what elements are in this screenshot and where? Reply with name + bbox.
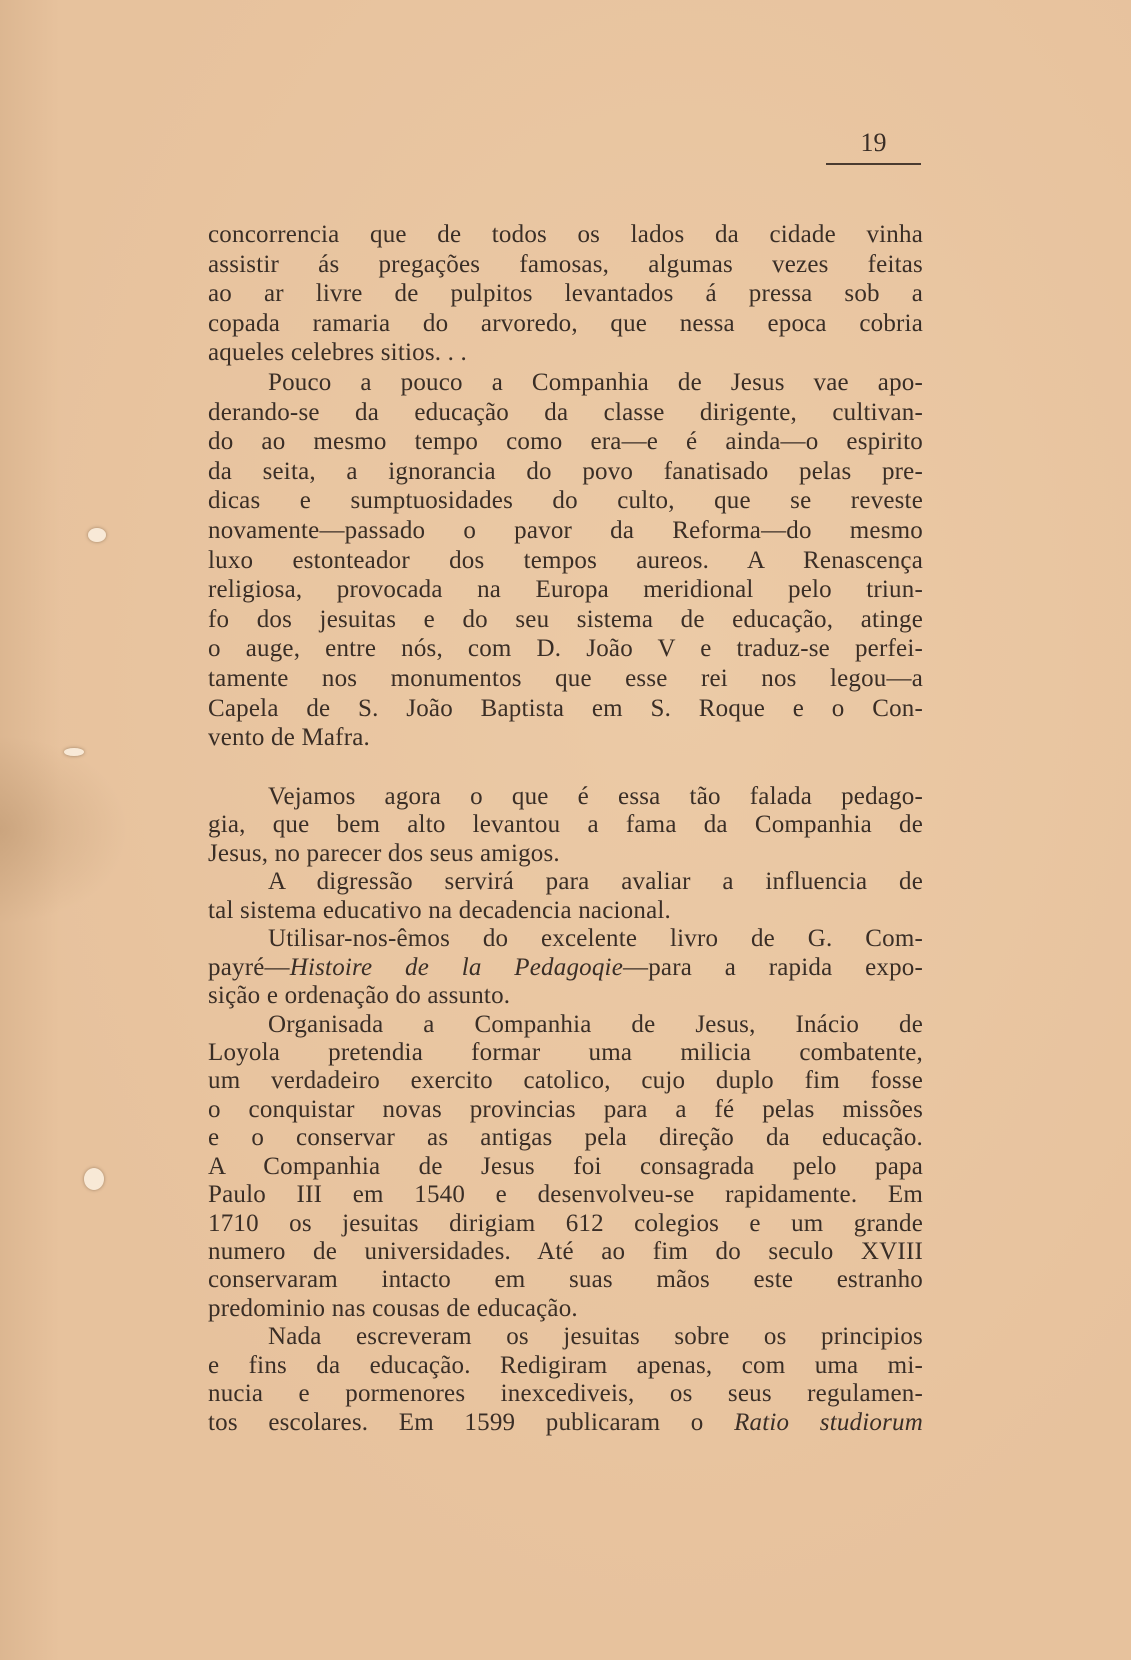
- text-segment: Nada escreveram os jesuitas sobre os principios: [268, 1323, 923, 1351]
- text-line: [208, 1409, 923, 1437]
- text-line: [208, 897, 923, 925]
- text-line: [208, 1011, 923, 1039]
- text-segment: Capela de S. João Baptista em S. Roque e o Con-: [208, 694, 923, 722]
- text-segment: Organisada a Companhia de Jesus, Inácio de: [268, 1010, 923, 1038]
- text-line: [208, 575, 923, 605]
- text-line: [208, 1181, 923, 1209]
- text-block-1: [208, 220, 923, 753]
- text-segment: Jesus, no parecer dos seus amigos.: [208, 839, 560, 867]
- text-line: [208, 840, 923, 868]
- text-segment: fo dos jesuitas e do seu sistema de educação, atinge: [208, 605, 923, 633]
- text-segment: 1710 os jesuitas dirigiam 612 colegios e um grande: [208, 1209, 923, 1237]
- text-segment: novamente—passado o pavor da Reforma—do mesmo: [208, 516, 923, 544]
- text-line: [208, 1124, 923, 1152]
- text-line: [208, 1380, 923, 1408]
- text-line: [208, 309, 923, 339]
- text-line: [208, 1266, 923, 1294]
- text-block-2: [208, 783, 923, 1437]
- text-line: [208, 279, 923, 309]
- text-segment: sição e ordenação do assunto.: [208, 982, 511, 1010]
- text-segment: Paulo III em 1540 e desenvolveu-se rapidamente. Em: [208, 1181, 923, 1209]
- page-number-rule: [826, 163, 921, 165]
- text-line: [208, 982, 923, 1010]
- text-line: [208, 1352, 923, 1380]
- text-line: [208, 486, 923, 516]
- text-segment: conservaram intacto em suas mãos este estranho: [208, 1266, 923, 1294]
- text-segment: tamente nos monumentos que esse rei nos legou—a: [208, 664, 923, 692]
- text-segment: o conquistar novas provincias para a fé pelas missões: [208, 1095, 923, 1123]
- binding-hole-mark: [64, 748, 84, 756]
- text-segment: e o conservar as antigas pela direção da educação.: [208, 1124, 923, 1152]
- text-segment: luxo estonteador dos tempos aureos. A Renascença: [208, 546, 923, 574]
- text-line: [208, 250, 923, 280]
- text-line: [208, 1238, 923, 1266]
- text-line: [208, 664, 923, 694]
- text-segment: nucia e pormenores inexcediveis, os seus regulamen-: [208, 1380, 923, 1408]
- text-line: [208, 1039, 923, 1067]
- text-segment: assistir ás pregações famosas, algumas vezes feitas: [208, 250, 923, 278]
- text-line: [208, 811, 923, 839]
- text-line: [208, 398, 923, 428]
- text-segment: predominio nas cousas de educação.: [208, 1294, 578, 1322]
- text-segment: derando-se da educação da classe dirigente, cultivan-: [208, 398, 923, 426]
- text-line: [208, 546, 923, 576]
- text-segment: da seita, a ignorancia do povo fanatisado pelas pre-: [208, 457, 923, 485]
- text-segment: Utilisar-nos-êmos do excelente livro de G. Com-: [268, 925, 923, 953]
- text-line: [208, 954, 923, 982]
- text-line: [208, 457, 923, 487]
- text-line: [208, 1067, 923, 1095]
- italic-title: Ratio studiorum: [734, 1408, 923, 1436]
- text-segment: —para a rapida expo-: [623, 953, 923, 981]
- italic-title: Histoire de la Pedagoqie: [289, 953, 623, 981]
- text-segment: gia, que bem alto levantou a fama da Companhia de: [208, 811, 923, 839]
- text-segment: Vejamos agora o que é essa tão falada pedago-: [268, 783, 923, 810]
- binding-hole-mark: [84, 1168, 104, 1190]
- text-segment: dicas e sumptuosidades do culto, que se reveste: [208, 487, 923, 515]
- text-line: [208, 516, 923, 546]
- text-segment: concorrencia que de todos os lados da cidade vinha: [208, 221, 923, 248]
- text-line: [208, 634, 923, 664]
- text-line: [208, 1323, 923, 1351]
- text-segment: tos escolares. Em 1599 publicaram o: [208, 1408, 735, 1436]
- text-line: [208, 220, 923, 250]
- text-segment: copada ramaria do arvoredo, que nessa epoca cobria: [208, 309, 923, 337]
- text-line: [208, 783, 923, 811]
- text-segment: A Companhia de Jesus foi consagrada pelo papa: [208, 1152, 923, 1180]
- text-segment: e fins da educação. Redigiram apenas, com uma mi-: [208, 1351, 923, 1379]
- text-line: [208, 694, 923, 724]
- text-line: [208, 427, 923, 457]
- text-segment: numero de universidades. Até ao fim do seculo XVIII: [208, 1238, 923, 1265]
- text-line: [208, 368, 923, 398]
- text-line: [208, 723, 923, 753]
- text-line: [208, 925, 923, 953]
- page-number: 19: [860, 128, 887, 157]
- binding-hole-mark: [88, 528, 106, 542]
- text-line: [208, 1096, 923, 1124]
- text-segment: vento de Mafra.: [208, 724, 370, 752]
- text-segment: religiosa, provocada na Europa meridional pelo triun-: [208, 576, 923, 604]
- text-segment: payré—: [208, 953, 290, 981]
- text-line: [208, 338, 923, 368]
- text-segment: Pouco a pouco a Companhia de Jesus vae apo-: [268, 368, 923, 396]
- text-line: [208, 1153, 923, 1181]
- text-segment: aqueles celebres sitios. . .: [208, 339, 467, 367]
- text-line: [208, 1295, 923, 1323]
- text-line: [208, 868, 923, 896]
- text-segment: A digressão servirá para avaliar a influencia de: [268, 868, 923, 896]
- text-segment: Loyola pretendia formar uma milicia combatente,: [208, 1038, 923, 1066]
- text-segment: do ao mesmo tempo como era—e é ainda—o espirito: [208, 428, 923, 456]
- text-segment: tal sistema educativo na decadencia nacional.: [208, 896, 671, 924]
- text-segment: ao ar livre de pulpitos levantados á pressa sob a: [208, 280, 923, 308]
- text-segment: um verdadeiro exercito catolico, cujo duplo fim fosse: [208, 1067, 923, 1095]
- text-line: [208, 1210, 923, 1238]
- text-line: [208, 605, 923, 635]
- text-segment: o auge, entre nós, com D. João V e traduz-se perfei-: [208, 635, 923, 663]
